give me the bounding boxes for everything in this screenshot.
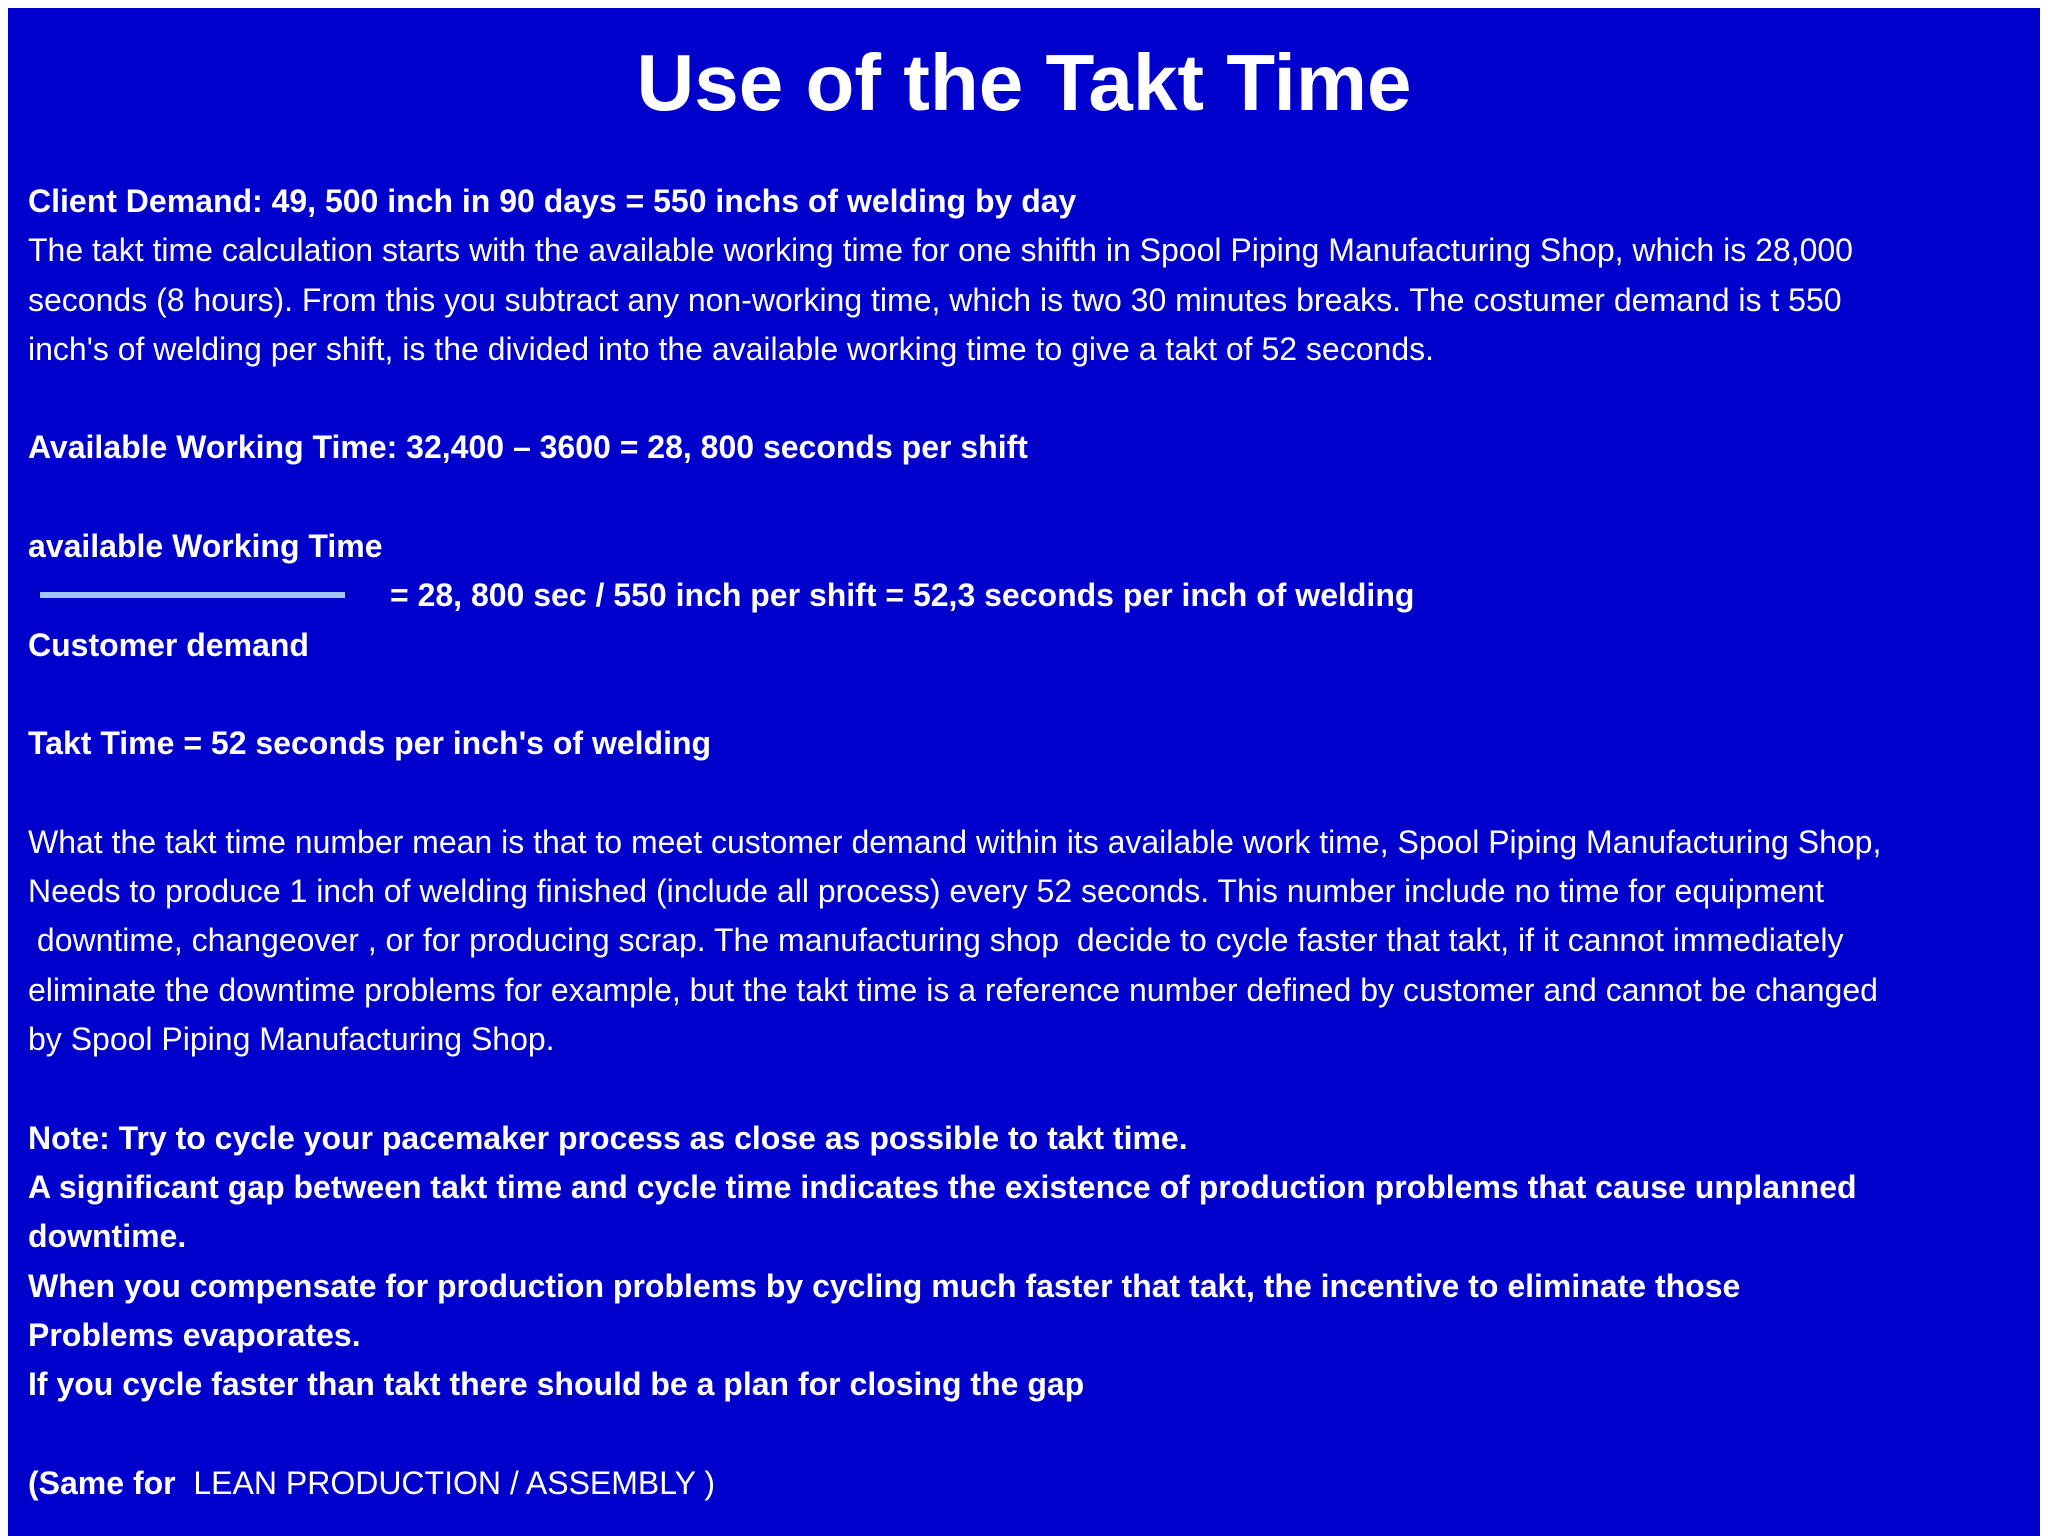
meaning-line-4: eliminate the downtime problems for example, but the takt time is a reference number defined by customer and cannot be changed <box>28 971 1878 1008</box>
meaning-line-3: downtime, changeover , or for producing scrap. The manufacturing shop decide to cycle faster that takt, if it cannot immediately <box>28 922 1844 959</box>
spacer <box>28 473 2028 522</box>
slide-title: Use of the Takt Time <box>636 38 1412 127</box>
fraction-row <box>28 571 2028 620</box>
fraction-expression: = 28, 800 sec / 550 inch per shift = 52,3 seconds per inch of welding <box>390 577 1415 614</box>
spacer <box>28 374 2028 423</box>
fraction-denominator: Customer demand <box>28 626 309 663</box>
footer-bold-part: (Same for <box>28 1464 185 1501</box>
note-line-1: Note: Try to cycle your pacemaker process as close as possible to takt time. <box>28 1119 1188 1156</box>
meaning-line-1: What the takt time number mean is that to meet customer demand within its available work time, Spool Piping Manufacturing Shop, <box>28 823 1882 860</box>
available-working-time-line: Available Working Time: 32,400 – 3600 = 28, 800 seconds per shift <box>28 429 1028 466</box>
fraction-bar <box>40 592 345 598</box>
footer-line <box>28 1459 2028 1508</box>
spacer <box>28 1409 2028 1458</box>
fraction-numerator: available Working Time <box>28 528 383 565</box>
meaning-line-2: Needs to produce 1 inch of welding finished (include all process) every 52 seconds. This number include no time for equipment <box>28 873 1824 910</box>
slide <box>8 8 2040 1536</box>
spacer <box>28 1064 2028 1113</box>
note-line-3: downtime. <box>28 1218 187 1255</box>
spacer <box>28 670 2028 719</box>
slide-body <box>28 177 2028 1508</box>
note-line-4: When you compensate for production problems by cycling much faster that takt, the incentive to eliminate those <box>28 1267 1741 1304</box>
meaning-line-5: by Spool Piping Manufacturing Shop. <box>28 1021 555 1058</box>
spacer <box>28 769 2028 818</box>
intro-line-1: The takt time calculation starts with the available working time for one shifth in Spool Piping Manufacturing Shop, which is 28,000 <box>28 232 1853 269</box>
note-line-2: A significant gap between takt time and cycle time indicates the existence of production problems that cause unplanned <box>28 1168 1857 1205</box>
intro-line-3: inch's of welding per shift, is the divided into the available working time to give a takt of 52 seconds. <box>28 330 1434 367</box>
intro-line-2: seconds (8 hours). From this you subtract any non-working time, which is two 30 minutes breaks. The costumer demand is t 550 <box>28 281 1842 318</box>
footer-normal-part: LEAN PRODUCTION / ASSEMBLY ) <box>184 1464 715 1501</box>
takt-time-line: Takt Time = 52 seconds per inch's of welding <box>28 725 712 762</box>
note-line-6: If you cycle faster than takt there should be a plan for closing the gap <box>28 1366 1085 1403</box>
client-demand-line: Client Demand: 49, 500 inch in 90 days = 550 inchs of welding by day <box>28 183 1077 219</box>
note-line-5: Problems evaporates. <box>28 1316 361 1353</box>
